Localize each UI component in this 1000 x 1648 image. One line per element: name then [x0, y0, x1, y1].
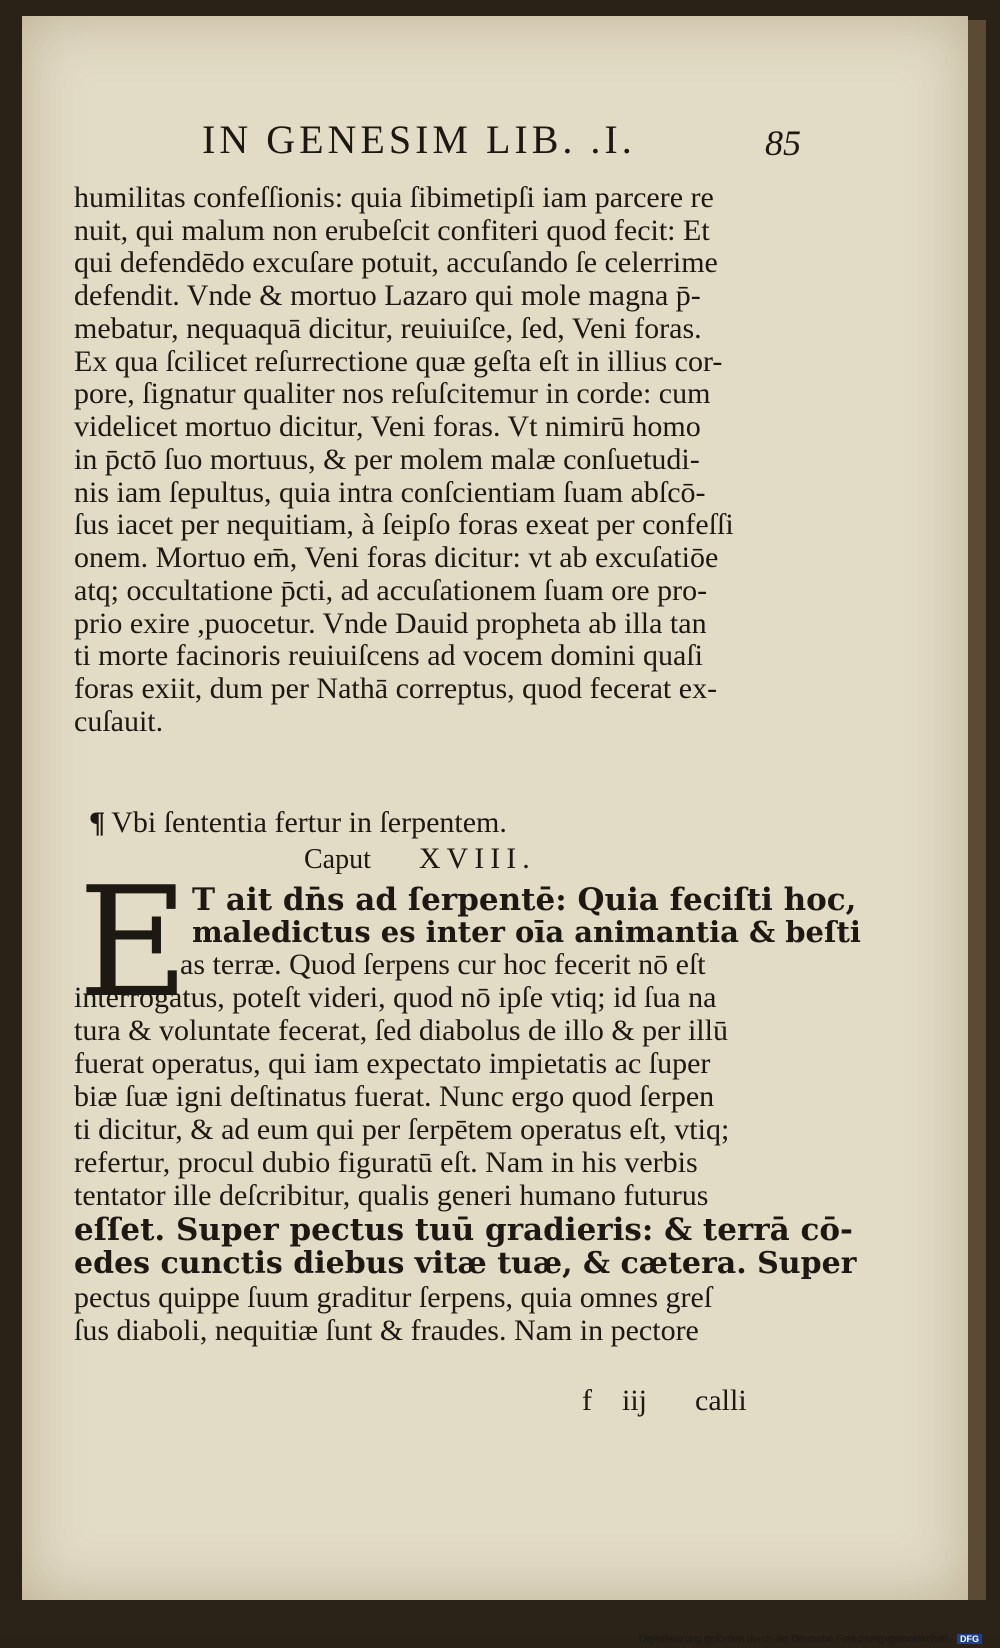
catchword: calli	[695, 1384, 747, 1417]
text-line: pore, ſignatur qualiter nos reſuſcitemur in corde: cum	[74, 377, 711, 410]
decorated-initial: E	[78, 854, 189, 1031]
text-line: defendit. Vnde & mortuo Lazaro qui mole magna p̄-	[74, 279, 701, 312]
digitization-credit	[639, 1634, 982, 1645]
text-line: tentator ille deſcribitur, qualis generi humano futurus	[74, 1179, 709, 1212]
text-line: atq; occultatione p̄cti, ad accuſationem ſuam ore pro-	[74, 574, 708, 607]
text-line: mebatur, nequaquā dicitur, reuiuiſce, ſed, Veni foras.	[74, 312, 702, 345]
running-head	[22, 116, 968, 166]
dfg-logo-icon: DFG	[957, 1634, 982, 1644]
text-line: nis iam ſepultus, quia intra conſcientiam ſuam abſcō-	[74, 476, 706, 509]
text-line: eſſet. Super pectus tuū gradieris: & terrā cō-	[74, 1212, 853, 1248]
running-title: IN GENESIM LIB. .I.	[202, 117, 636, 162]
text-line: nuit, qui malum non erubeſcit confiteri quod fecit: Et	[74, 214, 710, 247]
text-line: prio exire ,puocetur. Vnde Dauid propheta ab illa tan	[74, 607, 707, 640]
text-line: tura & voluntate fecerat, ſed diabolus de illo & per illū	[74, 1014, 728, 1047]
text-line: qui defendēdo excuſare potuit, accuſando ſe celerrime	[74, 246, 718, 279]
page-edge	[968, 20, 986, 1600]
text-line: refertur, procul dubio figuratū eſt. Nam in his verbis	[74, 1146, 698, 1179]
chapter-number: XVIII.	[418, 842, 536, 875]
chapter-label	[304, 842, 536, 876]
text-line: cuſauit.	[74, 705, 164, 738]
text-line: videlicet mortuo dicitur, Veni foras. Vt nimirū homo	[74, 410, 701, 443]
text-line: foras exiit, dum per Nathā correptus, quod fecerat ex-	[74, 672, 718, 705]
credit-text: Digitalisierung gefördert durch die Deutsche Forschungsgemeinschaft -	[638, 1634, 954, 1645]
text-line: ti morte facinoris reuiuiſcens ad vocem domini quaſi	[74, 639, 703, 672]
folio-number: 85	[765, 123, 801, 163]
text-line: ti dicitur, & ad eum qui per ſerpētem operatus eſt, vtiq;	[74, 1113, 730, 1146]
pilcrow-mark: ¶	[89, 806, 106, 839]
text-line: ſus iacet per nequitiam, à ſeipſo foras exeat per confeſſi	[74, 508, 734, 541]
text-line: ſus diaboli, nequitiæ ſunt & fraudes. Nam in pectore	[74, 1314, 699, 1347]
section-heading	[89, 806, 507, 840]
scan-background	[0, 1600, 1000, 1636]
text-line: T ait dn̄s ad ſerpentē: Quia feciſti hoc,	[192, 882, 857, 918]
text-line: biæ ſuæ igni deſtinatus fuerat. Nunc ergo quod ſerpen	[74, 1080, 715, 1113]
text-line: humilitas confeſſionis: quia ſibimetipſi iam parcere re	[74, 181, 714, 214]
text-line: interrogatus, poteſt videri, quod nō ipſe vtiq; id ſua na	[74, 981, 717, 1014]
signature-line	[582, 1384, 747, 1418]
section-heading-text: Vbi ſententia fertur in ſerpentem.	[111, 806, 507, 839]
chapter-word: Caput	[304, 844, 371, 875]
text-line: in p̄ctō ſuo mortuus, & per molem malæ conſuetudi-	[74, 443, 700, 476]
book-page	[22, 16, 968, 1600]
signature-mark: f	[582, 1384, 592, 1417]
text-line: pectus quippe ſuum graditur ſerpens, quia omnes greſ	[74, 1281, 713, 1314]
text-line: onem. Mortuo em̄, Veni foras dicitur: vt ab excuſatiōe	[74, 541, 719, 574]
text-line: Ex qua ſcilicet reſurrectione quæ geſta eſt in illius cor-	[74, 345, 723, 378]
signature-number: iij	[622, 1384, 648, 1417]
text-line: as terræ. Quod ſerpens cur hoc fecerit nō eſt	[180, 948, 706, 981]
text-line: maledictus es inter oīa animantia & beſti	[192, 915, 861, 949]
text-line: edes cunctis diebus vitæ tuæ, & cætera. Super	[74, 1246, 857, 1281]
text-line: fuerat operatus, qui iam expectato impietatis ac ſuper	[74, 1047, 711, 1080]
